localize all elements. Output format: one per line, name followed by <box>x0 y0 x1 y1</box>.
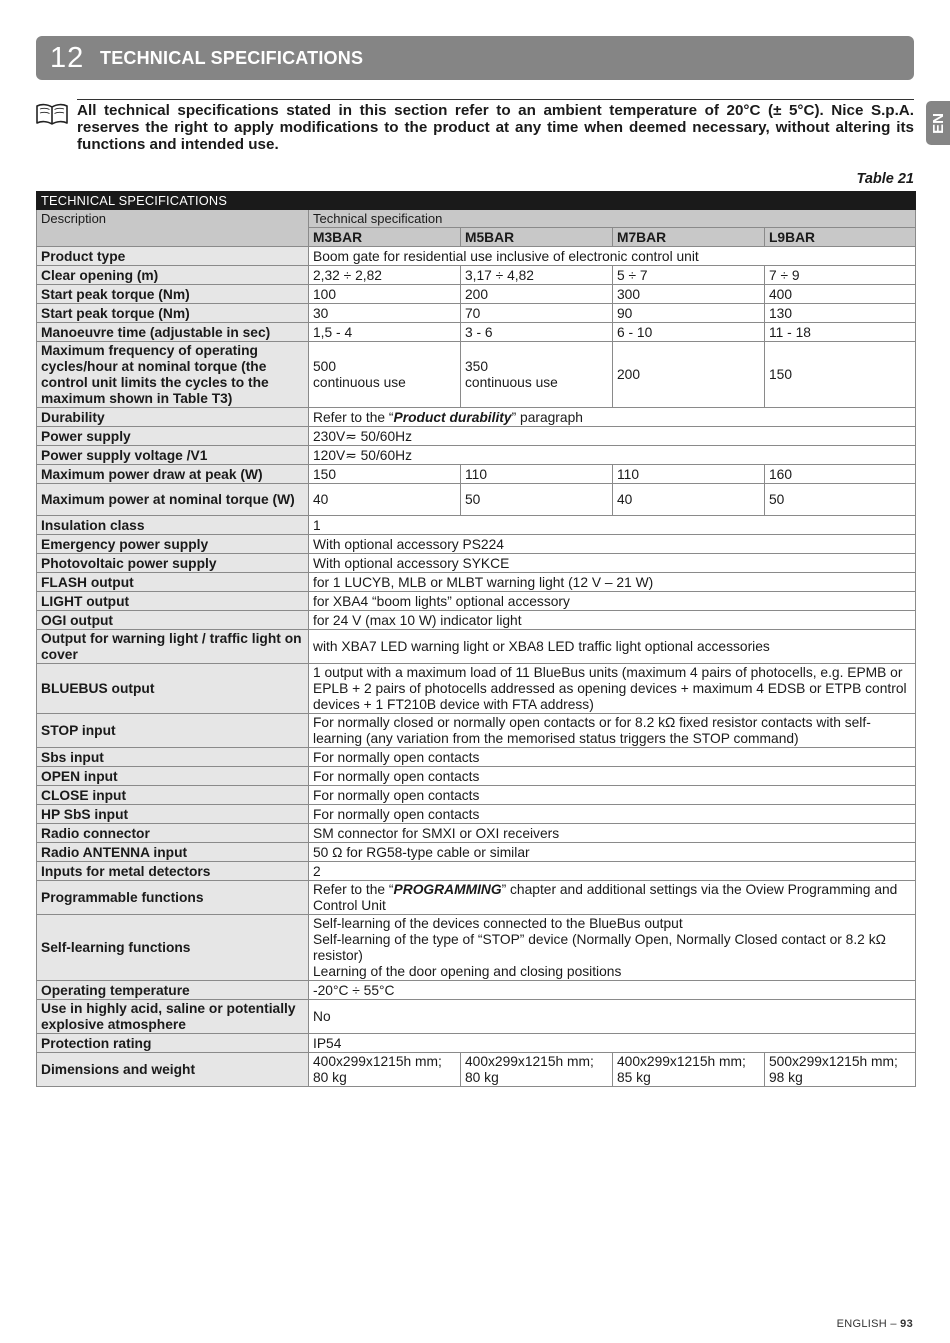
spec-value: For normally open contacts <box>309 748 916 767</box>
spec-value: 90 <box>613 304 765 323</box>
spec-value: 500x299x1215h mm; 98 kg <box>765 1053 916 1087</box>
language-tab[interactable] <box>926 101 950 145</box>
page-number: 93 <box>900 1318 913 1330</box>
footer-language: ENGLISH – <box>836 1318 901 1330</box>
spec-value: 70 <box>461 304 613 323</box>
spec-value: 150 <box>765 342 916 408</box>
spec-row <box>37 767 916 786</box>
spec-value: 40 <box>613 484 765 516</box>
spec-label: HP SbS input <box>37 805 309 824</box>
spec-row <box>37 247 916 266</box>
spec-row <box>37 304 916 323</box>
emphasis-text: Product durability <box>393 409 512 425</box>
book-icon <box>36 103 68 125</box>
spec-value: 100 <box>309 285 461 304</box>
spec-value: For normally open contacts <box>309 786 916 805</box>
spec-value: 50 <box>461 484 613 516</box>
spec-text: ” paragraph <box>511 409 583 425</box>
spec-value: With optional accessory SYKCE <box>309 554 916 573</box>
spec-value: 40 <box>309 484 461 516</box>
spec-row <box>37 805 916 824</box>
spec-value: 300 <box>613 285 765 304</box>
table-title-row <box>37 192 916 210</box>
note-text: All technical specifications stated in this section refer to an ambient temperature of 20°C (± 5°C). Nice S.p.A. reserves the right to apply modifications to the product at any time when deemed necessary, without altering its functions and intended use. <box>77 102 914 153</box>
spec-value: With optional accessory PS224 <box>309 535 916 554</box>
spec-label: OGI output <box>37 611 309 630</box>
spec-value: 400x299x1215h mm; 80 kg <box>309 1053 461 1087</box>
spec-value: For normally open contacts <box>309 805 916 824</box>
spec-label: LIGHT output <box>37 592 309 611</box>
spec-label: Emergency power supply <box>37 535 309 554</box>
spec-value: 1,5 - 4 <box>309 323 461 342</box>
spec-value: Boom gate for residential use inclusive of electronic control unit <box>309 247 916 266</box>
spec-value: 50 Ω for RG58-type cable or similar <box>309 843 916 862</box>
spec-value: 30 <box>309 304 461 323</box>
spec-label: Clear opening (m) <box>37 266 309 285</box>
spec-value: 230V≂ 50/60Hz <box>309 427 916 446</box>
spec-label: Sbs input <box>37 748 309 767</box>
spec-row <box>37 881 916 915</box>
spec-row <box>37 427 916 446</box>
spec-row <box>37 342 916 408</box>
spec-row <box>37 862 916 881</box>
spec-row <box>37 516 916 535</box>
note-divider <box>77 99 914 100</box>
spec-text: ” chapter and additional settings via the Oview Programming and Control Unit <box>313 882 898 913</box>
spec-row <box>37 748 916 767</box>
spec-value: 200 <box>461 285 613 304</box>
spec-label: OPEN input <box>37 767 309 786</box>
spec-label: STOP input <box>37 714 309 748</box>
spec-value: 500 continuous use <box>309 342 461 408</box>
spec-value: SM connector for SMXI or OXI receivers <box>309 824 916 843</box>
spec-label: Start peak torque (Nm) <box>37 285 309 304</box>
spec-row <box>37 714 916 748</box>
section-number: 12 <box>50 41 85 74</box>
table-header-row <box>37 210 916 228</box>
model-header: M7BAR <box>613 228 765 247</box>
spec-value: 3,17 ÷ 4,82 <box>461 266 613 285</box>
spec-value: 1 output with a maximum load of 11 BlueBus units (maximum 4 pairs of photocells, e.g. EPMB or EPLB + 2 pairs of photocells addressed as opening devices + maximum 4 EDSB or ETPB control devices + 1 FT210B device with FTA address) <box>309 664 916 714</box>
model-header: M3BAR <box>309 228 461 247</box>
spec-text: Refer to the “ <box>313 409 394 425</box>
spec-value: Self-learning of the devices connected to the BlueBus output Self-learning of the type of “STOP” device (Normally Open, Normally Closed contact or 8.2 kΩ resistor) Learning of the door opening and closing positions <box>309 915 916 981</box>
spec-label: Durability <box>37 408 309 427</box>
spec-value: with XBA7 LED warning light or XBA8 LED traffic light optional accessories <box>309 630 916 664</box>
spec-row <box>37 1034 916 1053</box>
spec-value: For normally closed or normally open contacts or for 8.2 kΩ fixed resistor contacts with self-learning (any variation from the memorised status triggers the STOP command) <box>309 714 916 748</box>
spec-value: 11 - 18 <box>765 323 916 342</box>
spec-label: Programmable functions <box>37 881 309 915</box>
spec-value: 150 <box>309 465 461 484</box>
spec-row <box>37 446 916 465</box>
spec-label: Maximum frequency of operating cycles/hour at nominal torque (the control unit limits the cycles to the maximum shown in Table T3) <box>37 342 309 408</box>
spec-row <box>37 323 916 342</box>
spec-row <box>37 266 916 285</box>
spec-row <box>37 981 916 1000</box>
spec-label: Protection rating <box>37 1034 309 1053</box>
spec-value: 120V≂ 50/60Hz <box>309 446 916 465</box>
spec-row <box>37 554 916 573</box>
spec-value: for 24 V (max 10 W) indicator light <box>309 611 916 630</box>
spec-value: 400 <box>765 285 916 304</box>
table-caption: Table 21 <box>856 171 914 187</box>
spec-label: Use in highly acid, saline or potentially explosive atmosphere <box>37 1000 309 1034</box>
spec-label: Dimensions and weight <box>37 1053 309 1087</box>
spec-value: 1 <box>309 516 916 535</box>
spec-value: -20°C ÷ 55°C <box>309 981 916 1000</box>
spec-row <box>37 915 916 981</box>
spec-label: Radio ANTENNA input <box>37 843 309 862</box>
spec-value: 5 ÷ 7 <box>613 266 765 285</box>
column-header-specification: Technical specification <box>309 210 916 228</box>
spec-value <box>309 881 916 915</box>
spec-label: Manoeuvre time (adjustable in sec) <box>37 323 309 342</box>
spec-label: Photovoltaic power supply <box>37 554 309 573</box>
spec-label: Self-learning functions <box>37 915 309 981</box>
section-title: TECHNICAL SPECIFICATIONS <box>100 47 364 68</box>
spec-text: Refer to the “ <box>313 882 394 897</box>
spec-label: Operating temperature <box>37 981 309 1000</box>
spec-label: Product type <box>37 247 309 266</box>
spec-value: 3 - 6 <box>461 323 613 342</box>
spec-label: Power supply voltage /V1 <box>37 446 309 465</box>
spec-value: 2,32 ÷ 2,82 <box>309 266 461 285</box>
spec-label: Output for warning light / traffic light on cover <box>37 630 309 664</box>
model-header: L9BAR <box>765 228 916 247</box>
spec-label: Maximum power at nominal torque (W) <box>37 484 309 516</box>
spec-value: 200 <box>613 342 765 408</box>
spec-row <box>37 465 916 484</box>
section-header <box>36 36 914 80</box>
spec-value: 110 <box>461 465 613 484</box>
spec-row <box>37 408 916 427</box>
spec-value: 50 <box>765 484 916 516</box>
column-header-description: Description <box>37 210 309 247</box>
spec-value: 160 <box>765 465 916 484</box>
spec-value <box>309 408 916 427</box>
spec-row <box>37 285 916 304</box>
spec-row <box>37 843 916 862</box>
model-header: M5BAR <box>461 228 613 247</box>
spec-label: Start peak torque (Nm) <box>37 304 309 323</box>
spec-row <box>37 1000 916 1034</box>
spec-label: BLUEBUS output <box>37 664 309 714</box>
emphasis-text: PROGRAMMING <box>393 882 502 897</box>
spec-label: Radio connector <box>37 824 309 843</box>
spec-value: 110 <box>613 465 765 484</box>
spec-row <box>37 824 916 843</box>
spec-value: No <box>309 1000 916 1034</box>
spec-row <box>37 1053 916 1087</box>
spec-value: 7 ÷ 9 <box>765 266 916 285</box>
spec-row <box>37 786 916 805</box>
spec-row <box>37 611 916 630</box>
spec-row <box>37 664 916 714</box>
spec-label: Inputs for metal detectors <box>37 862 309 881</box>
spec-label: FLASH output <box>37 573 309 592</box>
spec-value: for 1 LUCYB, MLB or MLBT warning light (12 V – 21 W) <box>309 573 916 592</box>
table-title: TECHNICAL SPECIFICATIONS <box>37 192 916 210</box>
spec-value: 2 <box>309 862 916 881</box>
spec-value: 400x299x1215h mm; 80 kg <box>461 1053 613 1087</box>
spec-row <box>37 484 916 516</box>
spec-label: Maximum power draw at peak (W) <box>37 465 309 484</box>
spec-value: 6 - 10 <box>613 323 765 342</box>
spec-value: for XBA4 “boom lights” optional accessory <box>309 592 916 611</box>
page-footer <box>760 1318 913 1330</box>
spec-value: 350 continuous use <box>461 342 613 408</box>
spec-row <box>37 630 916 664</box>
spec-label: Insulation class <box>37 516 309 535</box>
spec-value: 400x299x1215h mm; 85 kg <box>613 1053 765 1087</box>
spec-label: CLOSE input <box>37 786 309 805</box>
spec-table <box>36 191 916 1087</box>
spec-value: For normally open contacts <box>309 767 916 786</box>
language-tab-label: EN <box>929 112 947 134</box>
spec-label: Power supply <box>37 427 309 446</box>
spec-value: IP54 <box>309 1034 916 1053</box>
spec-row <box>37 592 916 611</box>
spec-row <box>37 535 916 554</box>
spec-row <box>37 573 916 592</box>
spec-value: 130 <box>765 304 916 323</box>
